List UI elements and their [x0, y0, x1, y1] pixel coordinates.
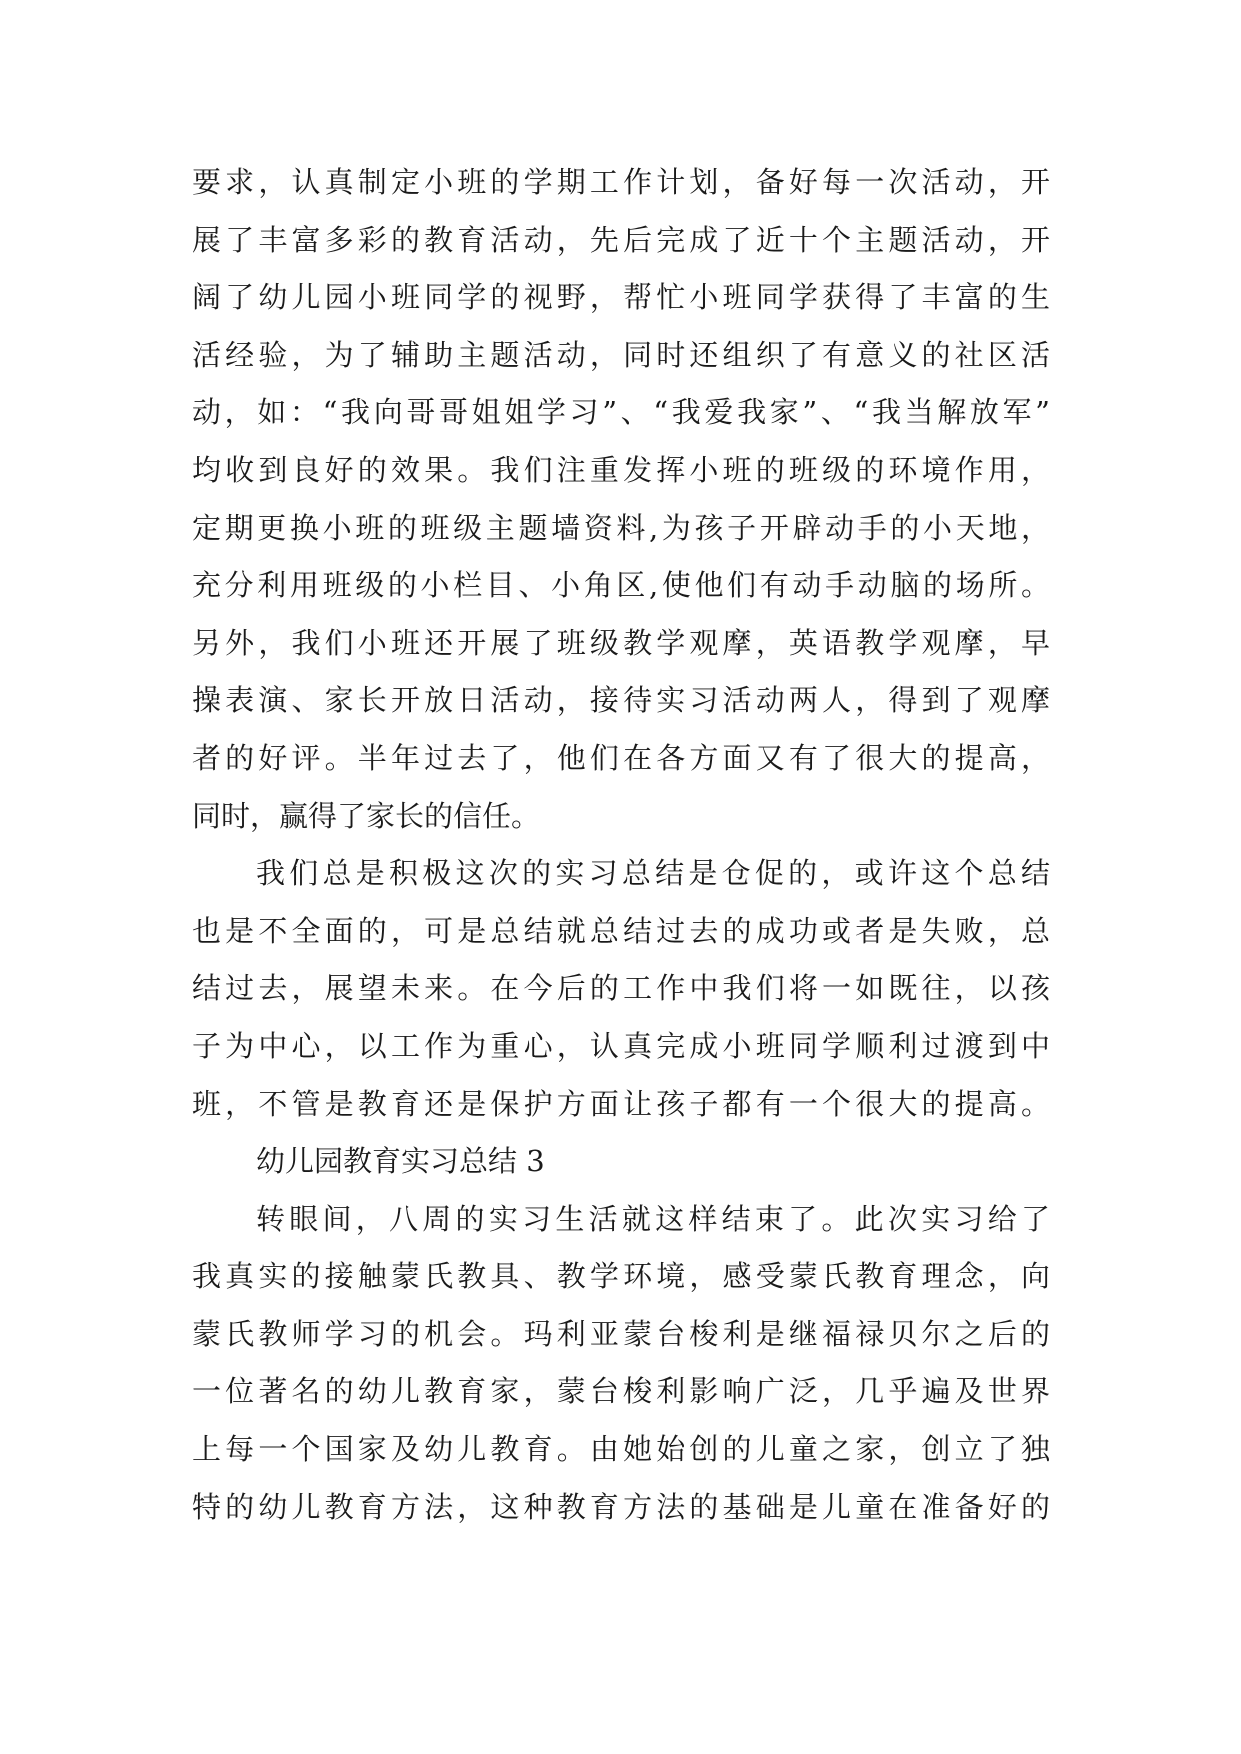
text-line: 一位著名的幼儿教育家，蒙台梭利影响广泛，几乎遍及世界 [192, 1374, 1050, 1409]
text-line: 操表演、家长开放日活动，接待实习活动两人，得到了观摩 [192, 683, 1050, 718]
text-line: 我真实的接触蒙氏教具、教学环境，感受蒙氏教育理念，向 [192, 1259, 1050, 1294]
text-line: 转眼间，八周的实习生活就这样结束了。此次实习给了 [256, 1201, 1050, 1236]
text-line: 结过去，展望未来。在今后的工作中我们将一如既往，以孩 [192, 971, 1050, 1006]
section-heading: 幼儿园教育实习总结 3 [256, 1144, 545, 1179]
text-line: 蒙氏教师学习的机会。玛利亚蒙台梭利是继福禄贝尔之后的 [192, 1316, 1050, 1351]
text-line: 上每一个国家及幼儿教育。由她始创的儿童之家，创立了独 [192, 1432, 1050, 1467]
text-line: 者的好评。半年过去了，他们在各方面又有了很大的提高， [192, 740, 1050, 775]
text-line: 活经验，为了辅助主题活动，同时还组织了有意义的社区活 [192, 337, 1050, 372]
text-line: 展了丰富多彩的教育活动，先后完成了近十个主题活动，开 [192, 222, 1050, 257]
text-line: 动，如：“我向哥哥姐姐学习”、“我爱我家”、“我当解放军” [192, 395, 1050, 430]
text-line: 另外，我们小班还开展了班级教学观摩，英语教学观摩，早 [192, 625, 1050, 660]
text-line: 要求，认真制定小班的学期工作计划，备好每一次活动，开 [192, 165, 1050, 199]
text-line: 定期更换小班的班级主题墙资料,为孩子开辟动手的小天地， [192, 510, 1050, 545]
text-line: 充分利用班级的小栏目、小角区,使他们有动手动脑的场所。 [192, 568, 1050, 603]
text-line: 也是不全面的，可是总结就总结过去的成功或者是失败，总 [192, 913, 1050, 948]
text-line: 子为中心，以工作为重心，认真完成小班同学顺利过渡到中 [192, 1028, 1050, 1063]
text-line: 我们总是积极这次的实习总结是仓促的，或许这个总结 [256, 856, 1050, 891]
text-line: 特的幼儿教育方法，这种教育方法的基础是儿童在准备好的 [192, 1489, 1050, 1524]
text-line: 班，不管是教育还是保护方面让孩子都有一个很大的提高。 [192, 1086, 1050, 1121]
text-line: 均收到良好的效果。我们注重发挥小班的班级的环境作用， [192, 452, 1050, 487]
text-line: 阔了幼儿园小班同学的视野，帮忙小班同学获得了丰富的生 [192, 280, 1050, 315]
document-body [192, 154, 1050, 1536]
text-line: 同时，赢得了家长的信任。 [192, 798, 541, 833]
